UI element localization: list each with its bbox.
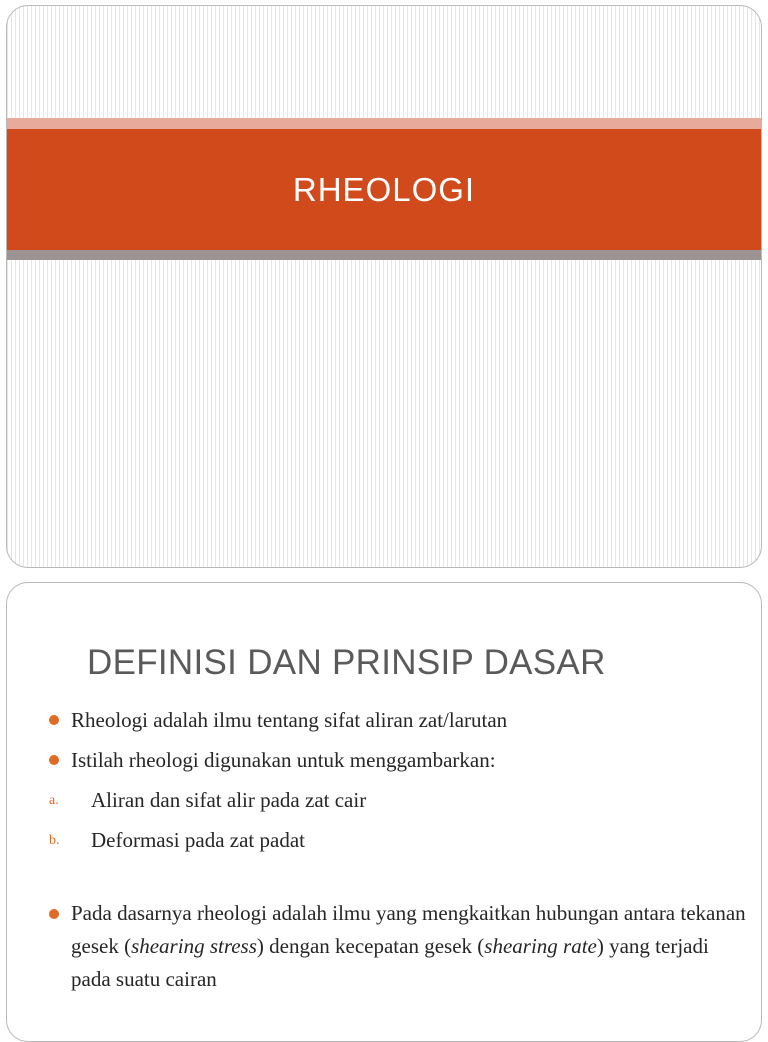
bullet-text: Istilah rheologi digunakan untuk menggambarkan: — [71, 748, 496, 772]
title-slide — [6, 5, 762, 568]
bullet-paragraph — [49, 897, 749, 996]
bullet-dot-icon — [49, 755, 59, 765]
para-term-shearing-stress: shearing stress — [131, 934, 257, 958]
slide-heading: DEFINISI DAN PRINSIP DASAR — [87, 643, 606, 682]
list-item — [49, 823, 749, 857]
list-marker: a. — [49, 793, 59, 808]
bullet-dot-icon — [49, 715, 59, 725]
title-band-light — [7, 118, 761, 129]
bullet-dot-icon — [49, 909, 59, 919]
para-text-3: ) yang terjadi pada suatu cairan — [71, 934, 709, 991]
list-marker: b. — [49, 833, 60, 848]
para-text-1: Pada dasarnya rheologi adalah ilmu yang mengkaitkan hubungan antara tekanan gesek ( — [71, 901, 746, 958]
bullet-text: Rheologi adalah ilmu tentang sifat aliran zat/larutan — [71, 708, 508, 732]
list-text: Aliran dan sifat alir pada zat cair — [91, 788, 367, 812]
para-term-shearing-rate: shearing rate — [484, 934, 597, 958]
slide-body — [49, 703, 749, 1002]
slide-title: RHEOLOGI — [292, 170, 476, 208]
title-band — [7, 129, 761, 250]
list-item — [49, 783, 749, 817]
content-slide — [6, 582, 762, 1042]
para-text-2: ) dengan kecepatan gesek ( — [256, 934, 485, 958]
bullet-item — [49, 743, 749, 777]
title-band-gray — [7, 250, 761, 260]
bullet-item — [49, 703, 749, 737]
list-text: Deformasi pada zat padat — [91, 828, 305, 852]
